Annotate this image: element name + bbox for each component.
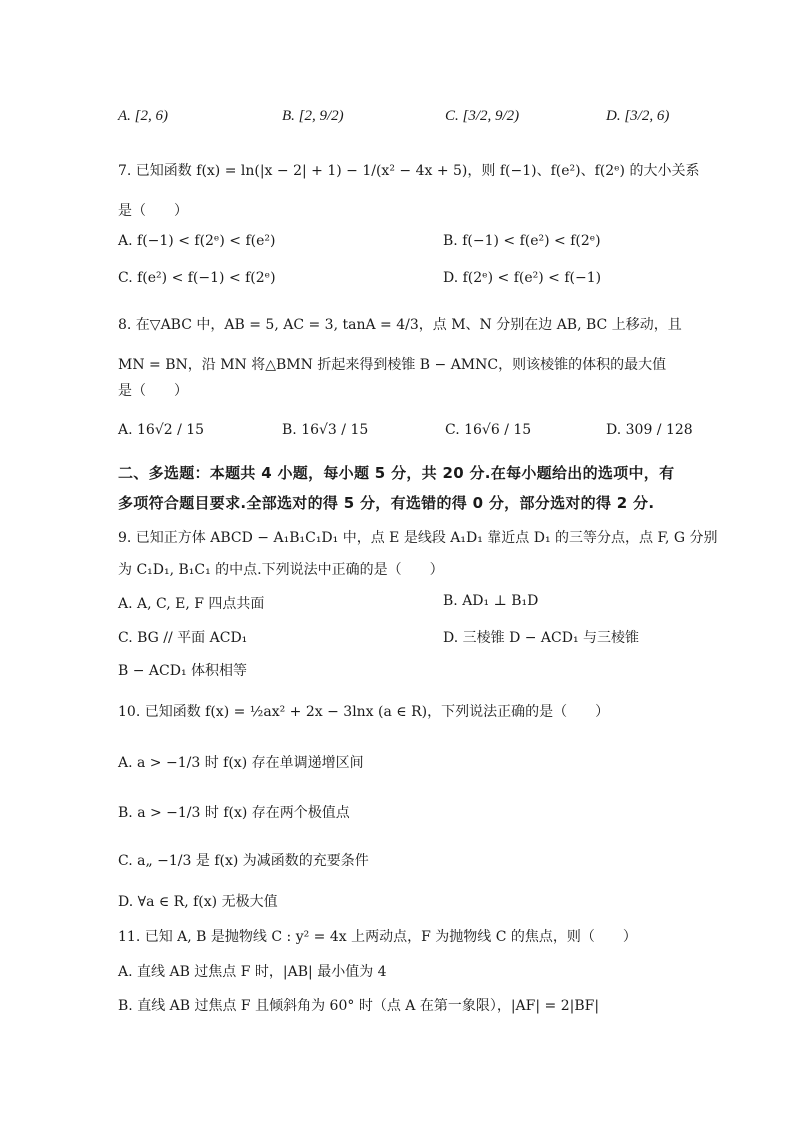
- q9-option-d-cont: B − ACD₁ 体积相等: [118, 663, 248, 679]
- q9-option-d: D. 三棱锥 D − ACD₁ 与三棱锥: [443, 630, 640, 646]
- q7-option-c: C. f(e²) < f(−1) < f(2ᵉ): [118, 270, 276, 286]
- q6-option-a: A. [2, 6): [118, 108, 168, 124]
- q7-option-b: B. f(−1) < f(e²) < f(2ᵉ): [443, 233, 601, 249]
- q6-option-d: D. [3/2, 6): [606, 108, 670, 124]
- q7-stem: 7. 已知函数 f(x) = ln(|x − 2| + 1) − 1/(x² − 4x + 5)，则 f(−1)、f(e²)、f(2ᵉ) 的大小关系: [118, 163, 700, 179]
- q11-option-b: B. 直线 AB 过焦点 F 且倾斜角为 60° 时（点 A 在第一象限），|AF| = 2|BF|: [118, 998, 600, 1014]
- q9-stem: 9. 已知正方体 ABCD − A₁B₁C₁D₁ 中，点 E 是线段 A₁D₁ 靠近点 D₁ 的三等分点，点 F, G 分别: [118, 530, 718, 546]
- q8-option-d: D. 309 / 128: [606, 422, 693, 438]
- q8-stem-cont2: 是（ ）: [118, 383, 188, 399]
- q11-option-a: A. 直线 AB 过焦点 F 时，|AB| 最小值为 4: [118, 964, 387, 980]
- q10-option-c: C. a„ −1/3 是 f(x) 为减函数的充要条件: [118, 853, 369, 869]
- q9-option-c: C. BG // 平面 ACD₁: [118, 630, 248, 646]
- q6-option-c: C. [3/2, 9/2): [445, 108, 520, 124]
- q10-option-b: B. a > −1/3 时 f(x) 存在两个极值点: [118, 805, 350, 821]
- q8-option-a: A. 16√2 / 15: [118, 422, 205, 438]
- q9-stem-cont: 为 C₁D₁, B₁C₁ 的中点.下列说法中正确的是（ ）: [118, 562, 444, 578]
- section-2-line-2: 多项符合题目要求.全部选对的得 5 分，有选错的得 0 分，部分选对的得 2 分.: [118, 494, 655, 512]
- q10-option-d: D. ∀a ∈ R, f(x) 无极大值: [118, 894, 278, 910]
- q8-stem: 8. 在▽ABC 中，AB = 5, AC = 3, tanA = 4/3，点 M、N 分别在边 AB, BC 上移动，且: [118, 317, 682, 333]
- q8-stem-cont: MN = BN，沿 MN 将△BMN 折起来得到棱锥 B − AMNC，则该棱锥的体积的最大值: [118, 357, 667, 373]
- q9-option-a: A. A, C, E, F 四点共面: [118, 596, 265, 612]
- q10-stem: 10. 已知函数 f(x) = ½ax² + 2x − 3lnx (a ∈ R)，下列说法正确的是（ ）: [118, 704, 610, 720]
- q6-option-b: B. [2, 9/2): [282, 108, 344, 124]
- q9-option-b: B. AD₁ ⊥ B₁D: [443, 593, 539, 609]
- q11-stem: 11. 已知 A, B 是抛物线 C : y² = 4x 上两动点，F 为抛物线 C 的焦点，则（ ）: [118, 929, 637, 945]
- q8-option-c: C. 16√6 / 15: [445, 422, 532, 438]
- q8-option-b: B. 16√3 / 15: [282, 422, 369, 438]
- q10-option-a: A. a > −1/3 时 f(x) 存在单调递增区间: [118, 755, 364, 771]
- q7-stem-cont: 是（ ）: [118, 203, 188, 219]
- q7-option-a: A. f(−1) < f(2ᵉ) < f(e²): [118, 233, 276, 249]
- q7-option-d: D. f(2ᵉ) < f(e²) < f(−1): [443, 270, 602, 286]
- section-2-line-1: 二、多选题：本题共 4 小题，每小题 5 分，共 20 分.在每小题给出的选项中，有: [118, 464, 675, 482]
